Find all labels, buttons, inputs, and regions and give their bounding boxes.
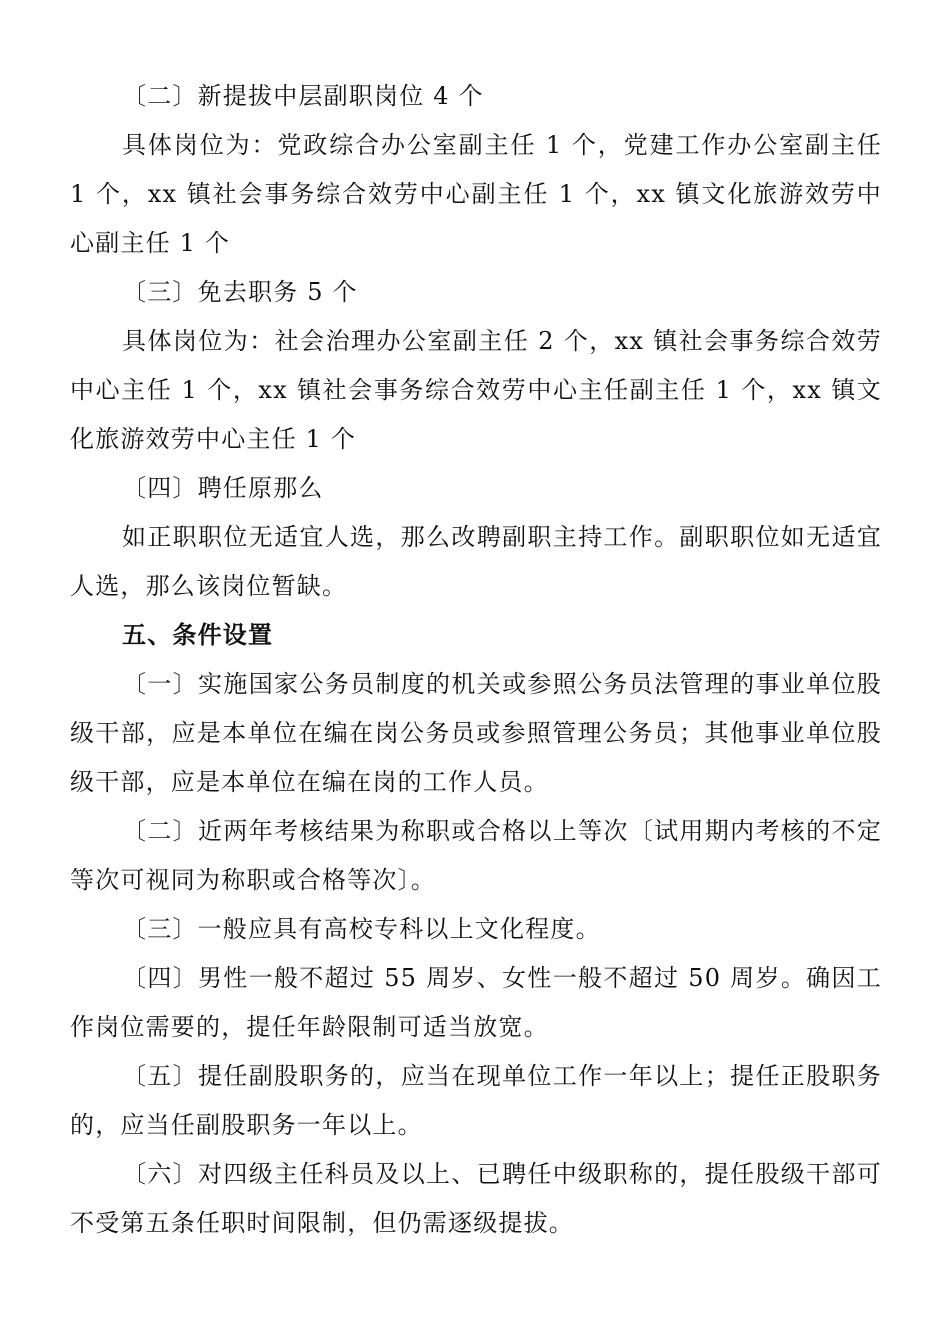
paragraph-principle-details: 如正职职位无适宜人选，那么改聘副职主持工作。副职职位如无适宜人选，那么该岗位暂缺。 bbox=[70, 523, 882, 600]
paragraph-condition-2: 〔二〕近两年考核结果为称职或合格以上等次〔试用期内考核的不定等次可视同为称职或合格等次〕。 bbox=[70, 817, 882, 894]
paragraph-condition-4: 〔四〕男性一般不超过 55 周岁、女性一般不超过 50 周岁。确因工作岗位需要的，提任年龄限制可适当放宽。 bbox=[70, 964, 882, 1041]
paragraph-removed-details: 具体岗位为：社会治理办公室副主任 2 个，xx 镇社会事务综合效劳中心主任 1 个，xx 镇社会事务综合效劳中心主任副主任 1 个，xx 镇文化旅游效劳中心主任 1 个 bbox=[70, 327, 882, 453]
paragraph-condition-5: 〔五〕提任副股职务的，应当在现单位工作一年以上；提任正股职务的，应当任副股职务一年以上。 bbox=[70, 1062, 882, 1139]
paragraph-condition-6: 〔六〕对四级主任科员及以上、已聘任中级职称的，提任股级干部可不受第五条任职时间限制，但仍需逐级提拔。 bbox=[70, 1160, 882, 1237]
paragraph-removed-positions: 〔三〕免去职务 5 个 bbox=[122, 278, 358, 306]
paragraph-new-deputy-details: 具体岗位为：党政综合办公室副主任 1 个，党建工作办公室副主任 1 个，xx 镇社会事务综合效劳中心副主任 1 个，xx 镇文化旅游效劳中心副主任 1 个 bbox=[70, 131, 882, 257]
paragraph-new-deputy-positions: 〔二〕新提拔中层副职岗位 4 个 bbox=[122, 82, 484, 110]
paragraph-condition-3: 〔三〕一般应具有高校专科以上文化程度。 bbox=[122, 915, 601, 943]
section-heading-conditions: 五、条件设置 bbox=[122, 621, 274, 649]
document-page bbox=[70, 72, 882, 1248]
paragraph-appointment-principle: 〔四〕聘任原那么 bbox=[122, 474, 324, 502]
paragraph-condition-1: 〔一〕实施国家公务员制度的机关或参照公务员法管理的事业单位股级干部，应是本单位在编在岗公务员或参照管理公务员；其他事业单位股级干部，应是本单位在编在岗的工作人员。 bbox=[70, 670, 882, 796]
